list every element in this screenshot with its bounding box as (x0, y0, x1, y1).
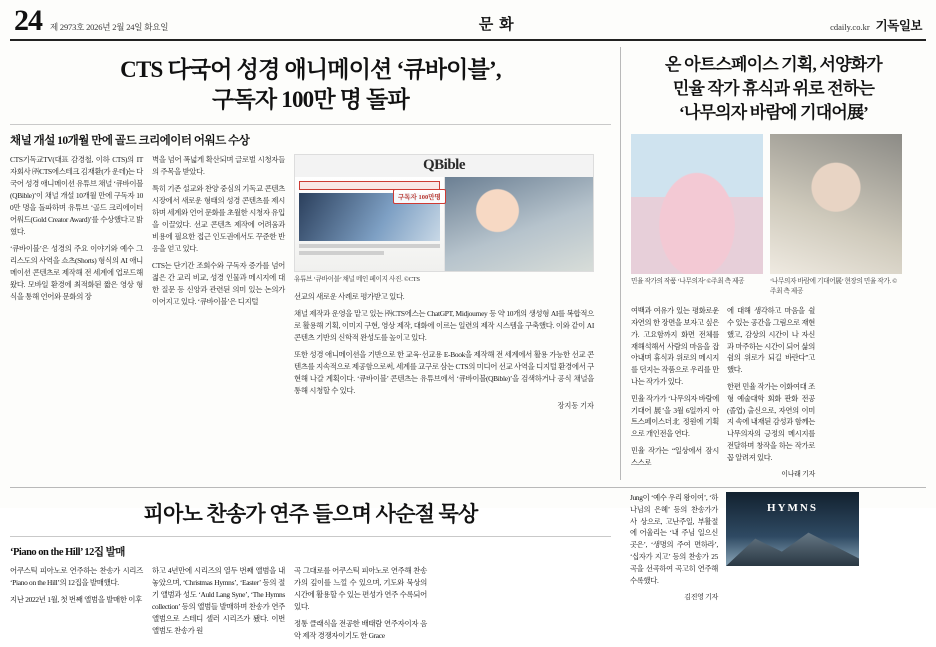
lead-column-2 (152, 154, 285, 412)
right-headline-line1: 온 아트스페이스 기획, 서양화가 (665, 55, 882, 74)
right-headline-line3: ‘나무의자 바람에 기대어展’ (678, 103, 869, 123)
album-cover-image (726, 492, 859, 566)
qbible-screenshot (294, 154, 594, 272)
paragraph: 선교의 새로운 사례로 평가받고 있다. (294, 291, 405, 301)
paragraph: 채널 제작과 운영을 맡고 있는 ㈜CTS에스는 ChatGPT, Midjourney 등 약 10개의 생성형 AI를 복합적으로 활용해 기획, 이미지 구현, 영상 제작, 대화에 이르는 일련의 제작 시스템을 구축했다. 이와 같이 AI 콘텐츠 기반의 신학적 완성도를 높이고 있다. (294, 308, 594, 342)
paragraph: 한편 민율 작가는 이화여대 조형 예술대학 회화 판화 전공(졸업) 출신으로, 자연의 이미지 속에 내재된 감성과 함께는 나무의자의 긍정의 메시지를 전달하며 창작을 하는 작가로 꼽 알려져 있다. (727, 382, 815, 462)
paragraph: 또한 성경 애니메이션을 기반으로 한 교육·선교용 E-Book을 제작해 전 세계에서 활용 가능한 선교 콘텐츠를 지속적으로 제공함으로써, 세계를 교구로 삼는 CTS의 미디어 선교 사역을 디지털 환경에서 구현해 나갈 계획이다. ‘큐바이블’ 콘텐츠는 유튜브에서 ‘큐바이블(QBible)’을 검색하거나 공식 채널을 통해 시청할 수 있다. (294, 349, 594, 395)
album-cover-title: HYMNS (767, 502, 818, 515)
bottom-column-4 (630, 492, 718, 647)
masthead (10, 0, 926, 41)
bottom-column-1 (10, 565, 143, 647)
lead-headline (10, 55, 611, 116)
divider (10, 124, 611, 125)
bottom-column-3 (294, 565, 427, 647)
paragraph: CTS는 단기간 조회수와 구독자 증가를 넘어 젊은 간 교리 비교, 성경 인물과 메시지에 대한 질문 등 신앙과 관련된 의미 있는 논의가 이어지고 있다. ‘큐바이블’은 디지털 (152, 260, 285, 306)
lead-subhead: 채널 개설 10개월 만에 골드 크리에이터 어워드 수상 (10, 134, 250, 147)
placeholder-line (299, 251, 384, 255)
right-photo-caption-2: ‘나무의자 바람에 기대어展’ 현장의 민율 작가. ©주최 측 제공 (770, 278, 897, 296)
bottom-article (10, 492, 620, 647)
right-column-2 (727, 305, 815, 480)
lead-body (10, 154, 611, 412)
right-headline (631, 53, 916, 125)
right-article (621, 45, 916, 480)
issue-info: 제 2973호 2026년 2월 24일 화요일 (50, 22, 169, 32)
paragraph: 곡 그대로를 어쿠스틱 피아노로 연주해 찬송가의 깊이를 느낄 수 있으며, 기도와 묵상의 시간에 활용할 수 있는 편성가 연주 수록되어 있다. (294, 566, 427, 611)
paper-name: 기독일보 (875, 19, 922, 33)
bottom-section (10, 492, 926, 647)
paragraph: 여백과 여유가 있는 평화로운 자연의 한 장면을 보자고 싶은가. 고요함까지 화면 전체를 재해석해서 사람의 마음을 잡아내며 휴식과 위로의 메시지를 던지는 작품으로 우리를 만나는 작가가 있다. (631, 306, 719, 387)
right-photo-caption-1: 민율 작가의 작품 ‘나무의자’ ©주최 측 제공 (631, 278, 745, 286)
qbible-photo (445, 177, 594, 272)
right-column-1 (631, 305, 719, 480)
qbible-brand-title: QBible (422, 156, 465, 173)
bottom-column-2 (152, 565, 285, 647)
bottom-byline: 김진영 기자 (684, 592, 718, 601)
lead-column-3 (294, 291, 594, 397)
paragraph: 민율 작가는 “일상에서 잠시 스스로 (631, 446, 719, 467)
lead-column-1 (10, 154, 143, 412)
lead-headline-line2: 구독자 100만 명 돌파 (212, 87, 409, 113)
artwork-image (631, 134, 763, 274)
divider (10, 536, 611, 537)
paragraph: 정통 클래식을 전공한 배태람 연주자이자 음악 제작 경쟁자이기도 한 Grace (294, 618, 427, 640)
bottom-headline: 피아노 찬송가 연주 들으며 사순절 묵상 (143, 502, 478, 527)
right-photo-2 (770, 134, 902, 297)
paragraph: 특히 기존 설교와 찬양 중심의 기독교 콘텐츠 시장에서 새로운 형태의 성경 콘텐츠를 제시하며 세계와 언어 문화를 초월한 시청자 유입을 이끌었다. 선교 콘텐츠 제작에 어려움과 비용에 필요한 접근 인도권에서도 꾸준한 반응을 얻고 있다. (152, 183, 285, 253)
bottom-right-area (620, 492, 915, 647)
bottom-body (10, 565, 611, 647)
paragraph: 하고 4년만에 시리즈의 열두 번째 앨범을 내놓았으며, ‘Christmas Hymns’, ‘Easter’ 등의 절기 앨범과 성도 ‘Auld Lang Syne’, ‘The Hymns collection’ 등의 앨범들 발매하며 찬송가 연주 앨범으로 스테디 셀러 시리즈가 됐다. 이번 앨범도 찬송가 원 (152, 566, 285, 635)
right-headline-line2: 민율 작가 휴식과 위로 전하는 (672, 79, 875, 99)
paragraph: CTS기독교TV(대표 감경철, 이하 CTS)의 IT 자회사 ㈜CTS에스테크 김재환(가 운데)는 다국어 성경 애니메이션 유튜브 채널 ‘큐바이블(QBible)’이 채널 개설 10개월 만에 구독자 100만 명을 돌파하며 유튜브 ‘골드 크리에이터 어워드(Gold Creator Award)’를 수상했다고 밝혔다. (10, 154, 144, 236)
right-photo-1 (631, 134, 763, 297)
right-body (631, 305, 916, 480)
lead-article (10, 45, 620, 480)
main-content (10, 45, 926, 480)
section-title: 문화 (478, 17, 520, 33)
lead-byline: 장지동 기자 (557, 402, 594, 411)
paragraph: 어쿠스틱 피아노로 연주하는 찬송가 시리즈 ‘Piano on the Hill’의 12집을 발매했다. (10, 566, 143, 588)
paragraph: 민율 작가가 ‘나무의자 바람에 기대어 展’을 3월 6일까지 아트스페이스더北 정원에 기획으로 개인전을 연다. (631, 393, 719, 439)
lead-photo-block (294, 154, 594, 412)
album-cover-area (726, 492, 818, 647)
right-photo-row (631, 134, 916, 297)
artist-portrait-image (770, 134, 902, 274)
page-number: 24 (14, 4, 42, 37)
lead-photo-caption: 유튜브 ‘큐바이블’ 채널 메인 페이지 사진. ©CTS (294, 275, 420, 283)
subscriber-badge: 구독자 100만명 (393, 189, 446, 204)
paragraph: ‘큐바이블’은 성경의 주요 이야기와 예수 그리스도의 사역을 쇼츠(Shorts) 형식의 AI 애니메이션 콘텐츠로 제작해 전 세계에 업로드해 왔다. 모바일 환경에 최적화된 짧은 영상 형식을 통해 언어와 문화의 장 (10, 243, 143, 301)
paragraph: 에 대해 생각하고 마음을 쉴 수 있는 공간을 그림으로 재현했고, 감상의 시간이 나 자신과 마주하는 시간이 되어 삶의 쉼의 위로가 되길 바란다”고 했다. (727, 306, 815, 375)
paragraph: 지난 2022년 1월, 첫 번째 앨범을 발매한 이후 (10, 595, 142, 605)
paragraph: 벽을 넘어 폭넓게 확산되며 글로벌 시청자들의 주목을 받았다. (152, 154, 285, 176)
mountain-shape (726, 528, 859, 566)
right-byline: 이나래 기자 (781, 469, 815, 478)
paragraph: Jung이 ‘예수 우리 왕이여’, ‘하나님의 은혜’ 등의 찬송가가 사 상으로, 고난주일, 부활절에 어울리는 ‘내 주님 일으신 곳은’, ‘생명의 주여 면하라’, ‘십자가 지고’ 등의 찬송가 25곡을 선곡하여 곡고히 연주해 수록했다. (630, 493, 718, 585)
bottom-subhead: ‘Piano on the Hill’ 12집 발매 (10, 547, 125, 559)
site-url[interactable]: cdaily.co.kr (830, 22, 870, 32)
masthead-right (830, 16, 922, 36)
placeholder-line (299, 244, 440, 248)
lead-headline-line1: CTS 다국어 성경 애니메이션 ‘큐바이블’, (120, 57, 501, 82)
bottom-divider (10, 487, 926, 488)
masthead-left (14, 6, 168, 36)
